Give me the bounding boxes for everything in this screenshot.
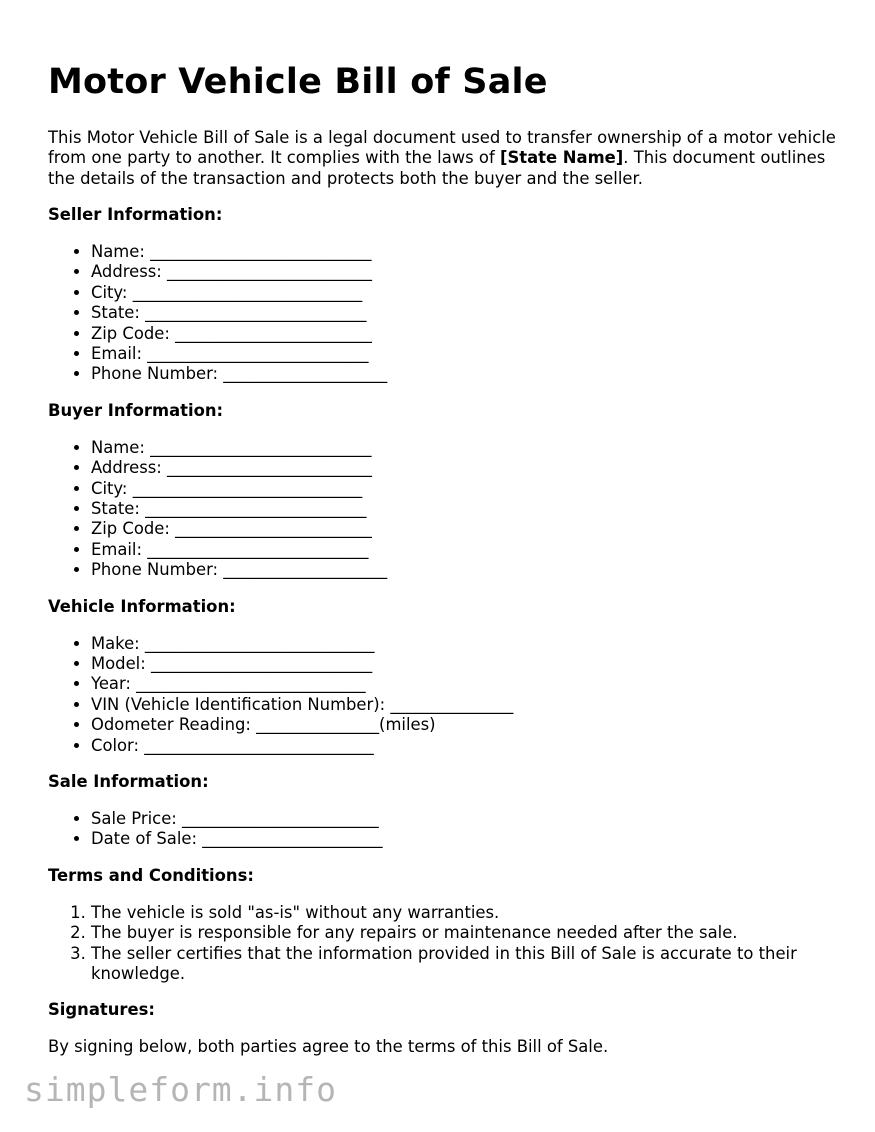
field-label: Address:: [91, 262, 162, 282]
seller-zip-field: [91, 324, 838, 344]
sale-date-field: [91, 829, 838, 849]
fill-in-blank[interactable]: ____________________: [223, 364, 388, 384]
field-label: City:: [91, 282, 128, 302]
seller-state-field: [91, 303, 838, 323]
field-label: Phone Number:: [91, 560, 219, 580]
sale-fields-list: [48, 809, 838, 850]
vehicle-fields-list: [48, 634, 838, 756]
field-label: Model:: [91, 653, 146, 673]
vehicle-odometer-field: [91, 715, 838, 735]
fill-in-blank[interactable]: _________________________: [167, 458, 372, 478]
fill-in-blank[interactable]: ________________________: [175, 323, 372, 343]
fill-in-blank[interactable]: ______________________: [202, 829, 383, 849]
fill-in-blank[interactable]: ____________________________: [144, 735, 374, 755]
vehicle-color-field: [91, 736, 838, 756]
fill-in-blank[interactable]: ____________________________: [144, 633, 375, 653]
buyer-email-field: [91, 540, 838, 560]
fill-in-blank[interactable]: ____________________________: [136, 674, 366, 694]
field-label: Name:: [91, 437, 145, 457]
field-label: Address:: [91, 458, 162, 478]
terms-item: 3. The seller certifies that the information provided in this Bill of Sale is accurate to their knowledge.: [91, 944, 838, 985]
fill-in-blank[interactable]: ___________________________: [147, 539, 369, 559]
buyer-fields-list: [48, 438, 838, 581]
fill-in-blank[interactable]: ___________________________: [150, 437, 372, 457]
vehicle-heading: Vehicle Information:: [48, 596, 236, 616]
terms-item: 2. The buyer is responsible for any repairs or maintenance needed after the sale.: [91, 923, 838, 943]
seller-email-field: [91, 344, 838, 364]
fill-in-blank[interactable]: ___________________________: [150, 241, 372, 261]
buyer-phone-field: [91, 560, 838, 580]
field-label: Odometer Reading:: [91, 715, 251, 735]
buyer-zip-field: [91, 519, 838, 539]
field-label: Email:: [91, 539, 142, 559]
state-name-placeholder: [State Name]: [499, 148, 624, 168]
fill-in-blank[interactable]: _________________________: [167, 262, 372, 282]
fill-in-blank[interactable]: _______________(miles): [256, 715, 436, 735]
field-label: Zip Code:: [91, 323, 170, 343]
seller-heading: Seller Information:: [48, 204, 223, 224]
sale-price-field: [91, 809, 838, 829]
document-page: [48, 58, 838, 1057]
seller-phone-field: [91, 364, 838, 384]
fill-in-blank[interactable]: ___________________________: [147, 343, 369, 363]
buyer-name-field: [91, 438, 838, 458]
intro-text-after: . This document outlines the details of the transaction and protects both the buyer and the seller.: [48, 148, 826, 188]
fill-in-blank[interactable]: _______________: [390, 694, 514, 714]
intro-text-before: This Motor Vehicle Bill of Sale is a legal document used to transfer ownership of a motor vehicle from one party to another. It complies with the laws of: [48, 128, 836, 168]
fill-in-blank[interactable]: ___________________________: [150, 653, 373, 673]
fill-in-blank[interactable]: ___________________________: [145, 498, 367, 518]
sale-heading: Sale Information:: [48, 772, 209, 792]
fill-in-blank[interactable]: ________________________: [182, 809, 379, 829]
seller-city-field: [91, 283, 838, 303]
field-label: Sale Price:: [91, 809, 177, 829]
seller-name-field: [91, 242, 838, 262]
fill-in-blank[interactable]: ________________________: [175, 519, 372, 539]
buyer-city-field: [91, 479, 838, 499]
field-label: Make:: [91, 633, 140, 653]
buyer-address-field: [91, 458, 838, 478]
field-label: Year:: [91, 674, 131, 694]
buyer-state-field: [91, 499, 838, 519]
watermark: simpleform.info: [24, 1070, 338, 1109]
fill-in-blank[interactable]: ____________________________: [132, 478, 363, 498]
vehicle-make-field: [91, 634, 838, 654]
intro-paragraph: [48, 128, 838, 189]
terms-list: [48, 903, 838, 985]
terms-heading: Terms and Conditions:: [48, 865, 254, 885]
field-label: State:: [91, 498, 140, 518]
signatures-heading: Signatures:: [48, 1000, 155, 1020]
signatures-text: By signing below, both parties agree to the terms of this Bill of Sale.: [48, 1037, 609, 1057]
field-label: VIN (Vehicle Identification Number):: [91, 694, 386, 714]
seller-address-field: [91, 262, 838, 282]
vehicle-year-field: [91, 674, 838, 694]
buyer-heading: Buyer Information:: [48, 400, 224, 420]
field-label: Phone Number:: [91, 364, 219, 384]
field-label: Name:: [91, 241, 145, 261]
vehicle-model-field: [91, 654, 838, 674]
field-label: State:: [91, 303, 140, 323]
terms-item: 1. The vehicle is sold "as-is" without any warranties.: [91, 903, 838, 923]
seller-fields-list: [48, 242, 838, 385]
field-label: Date of Sale:: [91, 829, 198, 849]
vehicle-vin-field: [91, 695, 838, 715]
field-label: City:: [91, 478, 128, 498]
fill-in-blank[interactable]: ____________________: [223, 560, 388, 580]
field-label: Zip Code:: [91, 519, 170, 539]
field-label: Email:: [91, 343, 142, 363]
fill-in-blank[interactable]: ___________________________: [145, 303, 367, 323]
field-label: Color:: [91, 735, 140, 755]
document-title: Motor Vehicle Bill of Sale: [48, 62, 548, 102]
fill-in-blank[interactable]: ____________________________: [132, 282, 363, 302]
